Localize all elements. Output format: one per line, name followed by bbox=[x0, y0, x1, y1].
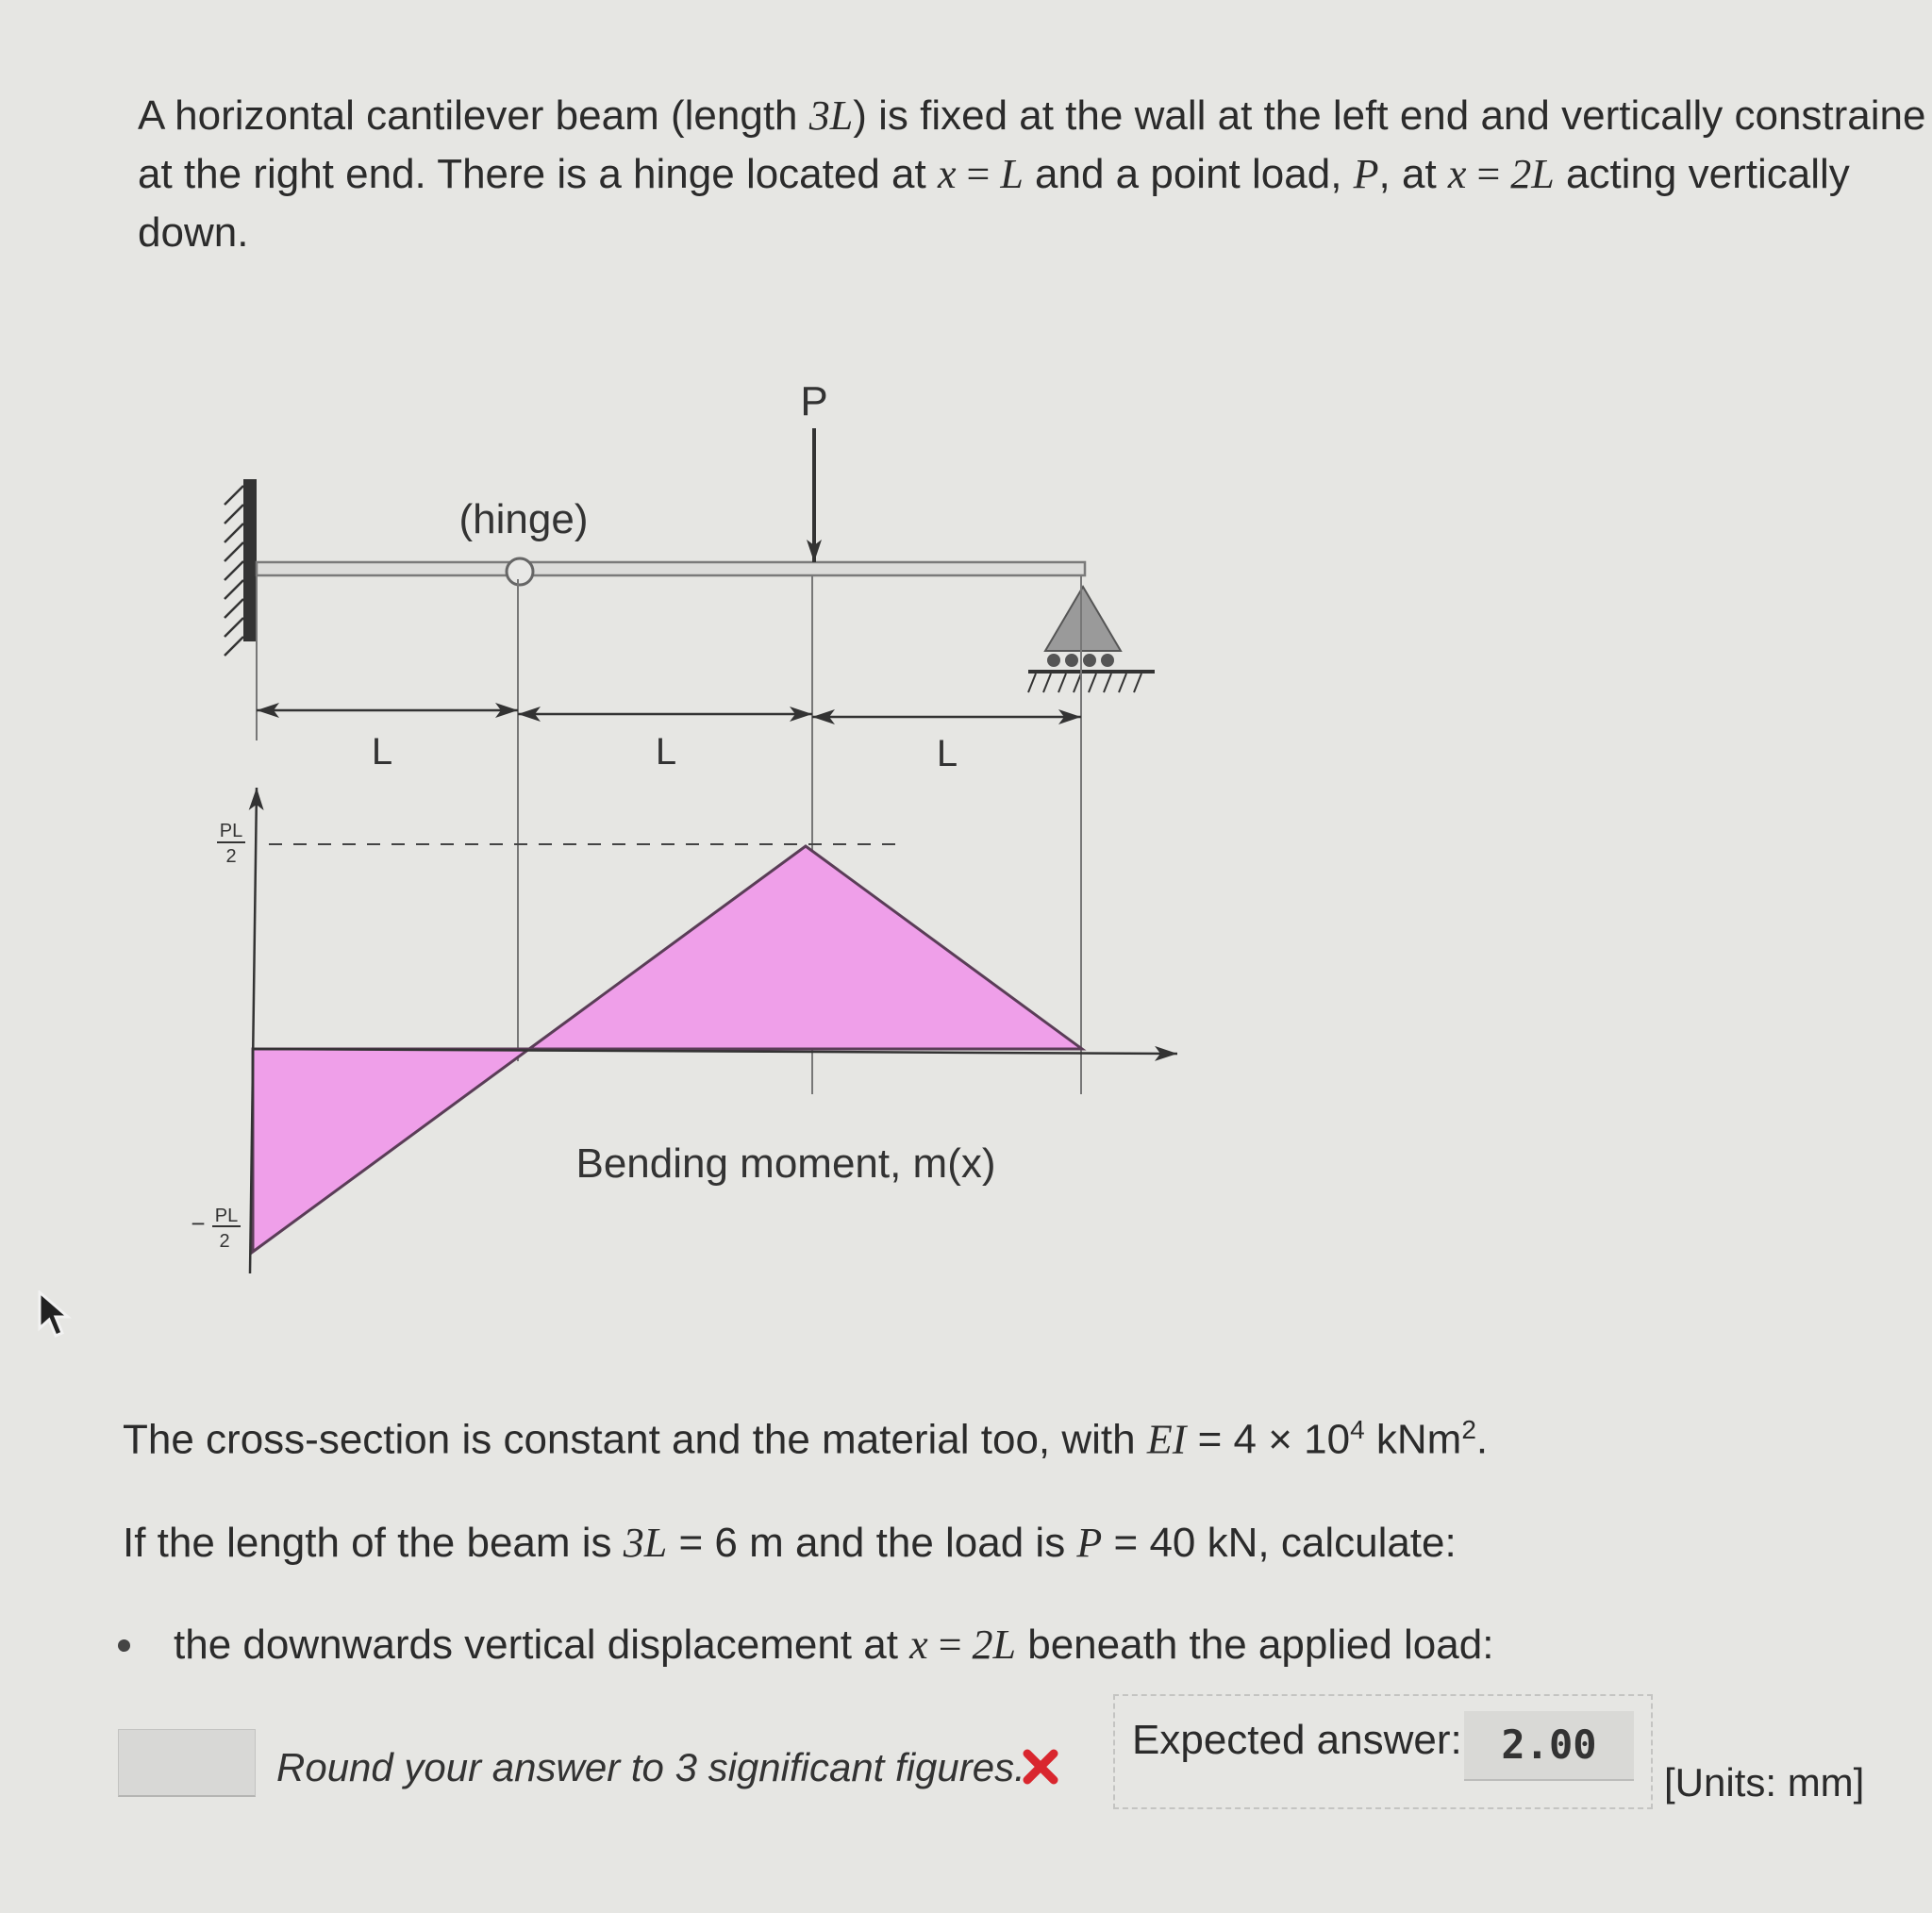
beam-figure bbox=[0, 358, 1226, 1283]
problem-intro bbox=[138, 87, 1930, 262]
units-label: [Units: mm] bbox=[1664, 1760, 1865, 1805]
intro-line-2: at the right end. There is a hinge located at x = L and a point load, P, at x = 2L acting vertically bbox=[138, 151, 1850, 197]
span-label-1: L bbox=[371, 731, 393, 773]
bullet-icon bbox=[118, 1639, 130, 1652]
hinge-label: (hinge) bbox=[458, 496, 589, 542]
roller-support bbox=[1028, 587, 1155, 692]
answer-input[interactable] bbox=[118, 1729, 256, 1797]
moment-negative-area bbox=[253, 1049, 529, 1252]
mouse-cursor-icon bbox=[38, 1290, 75, 1339]
hinge-icon bbox=[507, 558, 533, 585]
expected-answer-value: 2.00 bbox=[1464, 1711, 1634, 1781]
intro-line-3: down. bbox=[138, 209, 249, 256]
rounding-hint: Round your answer to 3 significant figures. bbox=[276, 1745, 1025, 1789]
svg-text:PL: PL bbox=[214, 1206, 239, 1226]
ytick-negative bbox=[191, 1206, 241, 1252]
beam bbox=[257, 562, 1085, 575]
svg-text:−: − bbox=[191, 1209, 206, 1238]
ytick-positive bbox=[217, 821, 245, 867]
moment-caption: Bending moment, m(x) bbox=[575, 1140, 996, 1187]
fixed-wall bbox=[225, 479, 257, 656]
svg-text:2: 2 bbox=[225, 846, 237, 867]
given-values-statement: If the length of the beam is 3L = 6 m and the load is P = 40 kN, calculate: bbox=[123, 1520, 1457, 1566]
dimension-lines bbox=[257, 710, 1081, 717]
intro-line-1: A horizontal cantilever beam (length 3L) is fixed at the wall at the left end and vertically constraine bbox=[138, 92, 1926, 139]
cross-section-statement: The cross-section is constant and the material too, with EI = $4 \times 10^4$ kNm$^2$. bbox=[123, 1415, 1489, 1463]
span-label-3: L bbox=[936, 733, 958, 774]
cross-icon bbox=[1021, 1747, 1060, 1787]
expected-answer-label: Expected answer: bbox=[1132, 1717, 1462, 1763]
svg-text:2: 2 bbox=[219, 1231, 230, 1252]
span-label-2: L bbox=[655, 731, 677, 773]
moment-positive-area bbox=[529, 846, 1082, 1049]
displacement-question: the downwards vertical displacement at x = 2L beneath the applied load: bbox=[174, 1622, 1494, 1668]
svg-text:PL: PL bbox=[219, 821, 243, 841]
load-label: P bbox=[800, 378, 828, 424]
